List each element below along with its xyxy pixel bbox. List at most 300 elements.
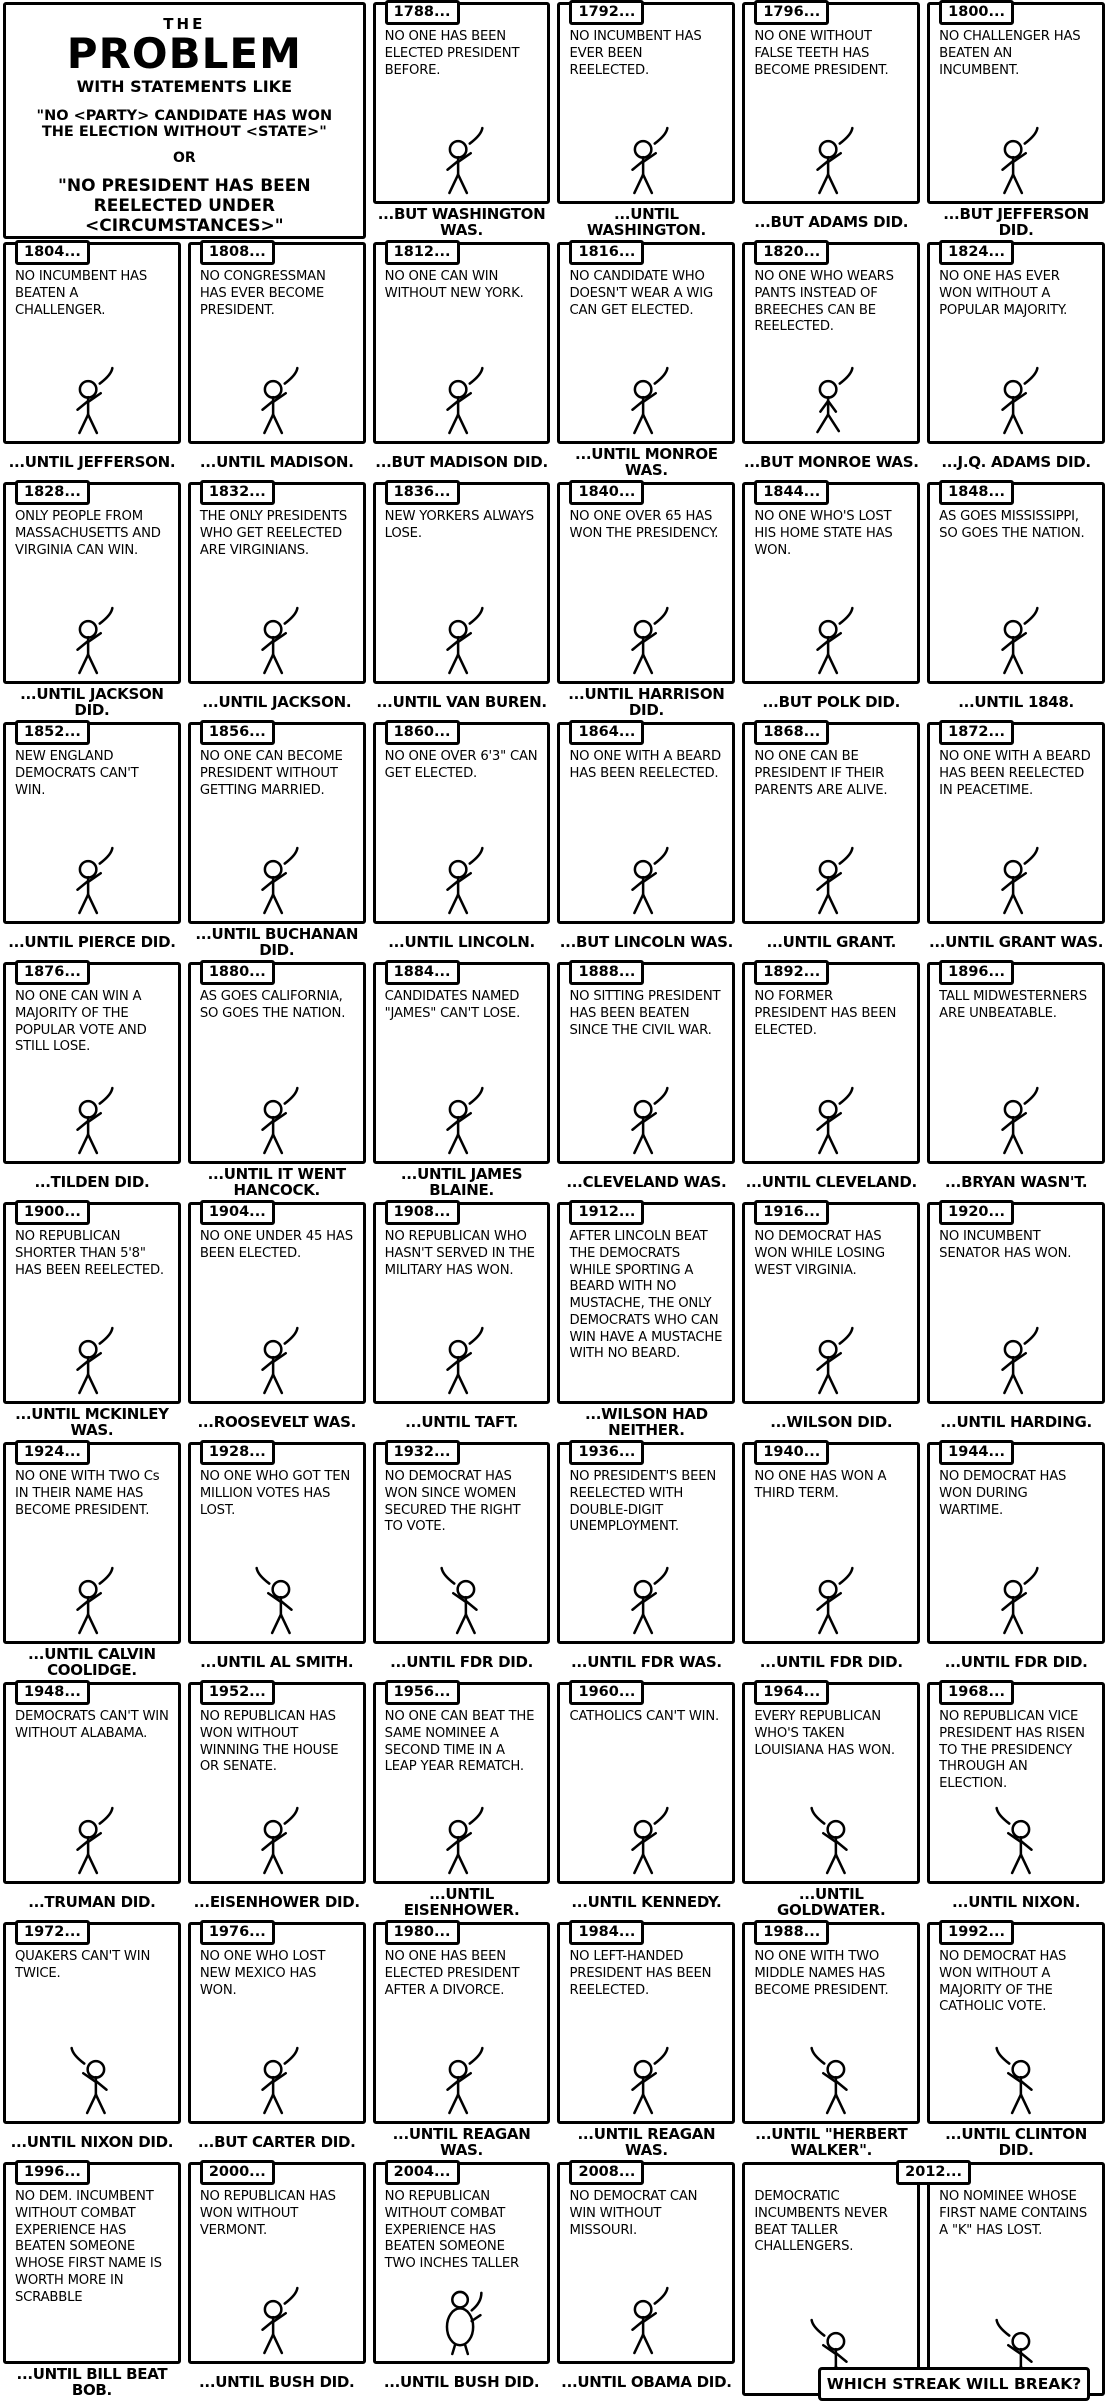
comic-panel [927, 1922, 1105, 2124]
stick-figure-icon [15, 2046, 170, 2116]
comic-panel-cell [905, 2162, 1105, 2402]
comic-panel-cell [373, 242, 551, 482]
panel-caption: ...UNTIL GRANT. [766, 933, 897, 952]
panel-caption: ...UNTIL EISENHOWER. [403, 1885, 520, 1919]
comic-panel [3, 962, 181, 1164]
stick-figure-icon [200, 606, 355, 676]
panel-precedent-text: NO ONE WITH TWO Cs IN THEIR NAME HAS BECOME PRESIDENT. [15, 1469, 160, 1518]
panel-precedent-text: NO CONGRESSMAN HAS EVER BECOME PRESIDENT. [199, 269, 326, 318]
panel-caption: ...UNTIL REAGAN WAS. [392, 2125, 531, 2159]
comic-panel [373, 2162, 551, 2364]
panel-precedent-text: NEW YORKERS ALWAYS LOSE. [384, 509, 534, 541]
panel-year-label: 1880... [200, 960, 275, 985]
comic-panel-cell [373, 1682, 551, 1922]
comic-panel-cell [742, 1442, 920, 1682]
panel-caption: ...ROOSEVELT WAS. [197, 1413, 356, 1432]
panel-precedent-text: NO ONE HAS WON A THIRD TERM. [754, 1469, 887, 1501]
panel-year-label: 1832... [200, 480, 275, 505]
comic-panel-cell [188, 242, 366, 482]
panel-precedent-text: NO DEMOCRAT HAS WON DURING WARTIME. [939, 1469, 1067, 1518]
stick-figure-icon [15, 366, 170, 436]
panel-year-label: 1964... [754, 1680, 829, 1705]
comic-panel-cell [188, 482, 366, 722]
panel-year-label: 1912... [569, 1200, 644, 1225]
panel-year-label: 1924... [15, 1440, 90, 1465]
panel-caption: ...UNTIL BUCHANAN DID. [195, 925, 359, 959]
stick-figure-icon [939, 366, 1094, 436]
panel-caption: ...UNTIL BUSH DID. [199, 2373, 355, 2392]
comic-panel-cell [742, 482, 920, 722]
panel-precedent-text: TALL MIDWESTERNERS ARE UNBEATABLE. [939, 989, 1087, 1021]
title-problem: PROBLEM [66, 29, 302, 78]
panel-caption: ...UNTIL HARRISON DID. [568, 685, 725, 719]
title-subtitle: WITH STATEMENTS LIKE [76, 77, 293, 96]
panel-caption: ...UNTIL CALVIN COOLIDGE. [28, 1645, 156, 1679]
title-panel [3, 2, 366, 239]
panel-precedent-text: AS GOES CALIFORNIA, SO GOES THE NATION. [199, 989, 346, 1021]
panel-year-label: 1988... [754, 1920, 829, 1945]
panel-year-label: 1948... [15, 1680, 90, 1705]
stick-figure-icon [754, 1806, 909, 1876]
panel-caption: ...UNTIL MCKINLEY WAS. [15, 1405, 169, 1439]
title-quote-1: "NO <PARTY> CANDIDATE HAS WON THE ELECTION WITHOUT <STATE>" [36, 108, 333, 140]
panel-caption: ...UNTIL JEFFERSON. [8, 453, 176, 472]
panel-caption: ...UNTIL JAMES BLAINE. [400, 1165, 523, 1199]
stick-figure-icon [754, 606, 909, 676]
comic-panel-cell [557, 1202, 735, 1442]
comic-panel-cell [742, 962, 920, 1202]
panel-year-label: 1788... [385, 0, 460, 25]
comic-panel [742, 962, 920, 1164]
title-or: OR [172, 150, 196, 166]
comic-panel-cell [927, 1682, 1105, 1922]
comic-panel-cell [557, 722, 735, 962]
panel-caption: ...UNTIL REAGAN WAS. [577, 2125, 716, 2159]
panel-year-label: 2012... [896, 2160, 971, 2185]
title-quote-2: "NO PRESIDENT HAS BEEN REELECTED UNDER <CIRCUMSTANCES>" [58, 176, 311, 236]
panel-year-label: 1936... [569, 1440, 644, 1465]
comic-panel-cell [3, 2162, 181, 2402]
stick-figure-icon [939, 2046, 1094, 2116]
stick-figure-icon [754, 2046, 909, 2116]
panel-year-label: 1952... [200, 1680, 275, 1705]
stick-figure-icon [754, 126, 909, 196]
panel-precedent-text: NO ONE HAS BEEN ELECTED PRESIDENT AFTER A DIVORCE. [384, 1949, 520, 1998]
comic-panel-cell [557, 1442, 735, 1682]
panel-precedent-text: NO REPUBLICAN WITHOUT COMBAT EXPERIENCE HAS BEATEN SOMEONE TWO INCHES TALLER [384, 2189, 519, 2272]
panel-year-label: 1860... [385, 720, 460, 745]
stick-figure-icon [569, 2286, 724, 2356]
comic-panel-cell [557, 962, 735, 1202]
panel-precedent-text: NO INCUMBENT SENATOR HAS WON. [939, 1229, 1072, 1261]
comic-panel-cell [373, 962, 551, 1202]
panel-caption: ...BUT LINCOLN WAS. [559, 933, 734, 952]
panel-precedent-text: NO FORMER PRESIDENT HAS BEEN ELECTED. [754, 989, 897, 1038]
panel-caption: ...UNTIL FDR DID. [759, 1653, 903, 1672]
comic-panel [373, 1202, 551, 1404]
panel-caption: ...UNTIL VAN BUREN. [376, 693, 547, 712]
panel-precedent-text: NO ONE HAS BEEN ELECTED PRESIDENT BEFORE. [384, 29, 520, 78]
panel-precedent-text: NO ONE OVER 6'3" CAN GET ELECTED. [384, 749, 538, 781]
stick-figure-icon [939, 126, 1094, 196]
panel-precedent-text: CATHOLICS CAN'T WIN. [569, 1709, 720, 1724]
stick-figure-icon [385, 126, 540, 196]
comic-panel [557, 242, 735, 444]
panel-year-label: 1824... [939, 240, 1014, 265]
comic-panel [3, 722, 181, 924]
panel-caption: ...UNTIL KENNEDY. [571, 1893, 722, 1912]
comic-panel [927, 482, 1105, 684]
comic-panel [3, 1442, 181, 1644]
panel-caption: ...UNTIL WASHINGTON. [586, 205, 706, 239]
comic-panel [188, 962, 366, 1164]
comic-panel-cell [188, 1202, 366, 1442]
panel-year-label: 1972... [15, 1920, 90, 1945]
comic-panel [188, 482, 366, 684]
panel-precedent-text: NO ONE WITH A BEARD HAS BEEN REELECTED. [569, 749, 721, 781]
panel-precedent-text: NO ONE WHO'S LOST HIS HOME STATE HAS WON. [754, 509, 893, 558]
comic-panel-cell [557, 2162, 735, 2402]
panel-year-label: 2004... [385, 2160, 460, 2185]
comic-panel [188, 1682, 366, 1884]
panel-caption: ...UNTIL MONROE WAS. [575, 445, 718, 479]
panel-precedent-text: NO LEFT-HANDED PRESIDENT HAS BEEN REELECTED. [569, 1949, 712, 1998]
stick-figure-icon [569, 366, 724, 436]
stick-figure-icon [754, 1326, 909, 1396]
comic-panel [373, 482, 551, 684]
panel-caption: ...UNTIL CLINTON DID. [945, 2125, 1087, 2159]
stick-figure-icon [15, 1806, 170, 1876]
panel-year-label: 1900... [15, 1200, 90, 1225]
panel-precedent-text: NO ONE OVER 65 HAS WON THE PRESIDENCY. [569, 509, 719, 541]
stick-figure-icon [385, 2046, 540, 2116]
comic-panel [742, 242, 920, 444]
panel-year-label: 1940... [754, 1440, 829, 1465]
panel-year-label: 1872... [939, 720, 1014, 745]
comic-panel-cell [373, 1202, 551, 1442]
stick-figure-icon [200, 1326, 355, 1396]
panel-precedent-text: NO ONE WITH TWO MIDDLE NAMES HAS BECOME PRESIDENT. [754, 1949, 889, 1998]
comic-panel-cell [373, 482, 551, 722]
comic-panel [373, 1922, 551, 2124]
panel-caption: ...UNTIL JACKSON DID. [20, 685, 164, 719]
panel-year-label: 1868... [754, 720, 829, 745]
stick-figure-icon [385, 1806, 540, 1876]
comic-panel [742, 2162, 920, 2396]
comic-panel [742, 1682, 920, 1884]
panel-caption: ...UNTIL HARDING. [940, 1413, 1092, 1432]
comic-panel-cell [927, 242, 1105, 482]
stick-figure-icon [569, 126, 724, 196]
comic-panel [557, 1442, 735, 1644]
panel-caption: ...WILSON HAD NEITHER. [584, 1405, 708, 1439]
comic-panel-cell [373, 2162, 551, 2402]
panel-year-label: 1816... [569, 240, 644, 265]
comic-panel-cell [3, 482, 181, 722]
comic-panel [557, 482, 735, 684]
panel-precedent-text: NO ONE WHO GOT TEN MILLION VOTES HAS LOST. [199, 1469, 351, 1518]
stick-figure-icon [569, 1806, 724, 1876]
panel-precedent-text: NO ONE WITH A BEARD HAS BEEN REELECTED IN PEACETIME. [939, 749, 1091, 798]
panel-year-label: 1976... [200, 1920, 275, 1945]
panel-caption: ...UNTIL GRANT WAS. [928, 933, 1104, 952]
stick-figure-icon [754, 1566, 909, 1636]
comic-panel-cell [927, 1922, 1105, 2162]
stick-figure-icon [569, 1086, 724, 1156]
comic-panel [557, 962, 735, 1164]
comic-panel-cell [373, 1922, 551, 2162]
panel-precedent-text: NO ONE UNDER 45 HAS BEEN ELECTED. [199, 1229, 353, 1261]
panel-precedent-text: NO ONE CAN BECOME PRESIDENT WITHOUT GETTING MARRIED. [199, 749, 343, 798]
comic-panel-cell [188, 1442, 366, 1682]
comic-panel [373, 722, 551, 924]
comic-panel-cell [927, 482, 1105, 722]
comic-panel-cell [742, 1682, 920, 1922]
comic-panel [188, 1922, 366, 2124]
panel-precedent-text: NO ONE CAN WIN A MAJORITY OF THE POPULAR VOTE AND STILL LOSE. [15, 989, 147, 1055]
panel-precedent-text: EVERY REPUBLICAN WHO'S TAKEN LOUISIANA HAS WON. [754, 1709, 895, 1758]
panel-caption: ...WILSON DID. [770, 1413, 893, 1432]
comic-panel [3, 2162, 181, 2364]
comic-panel [905, 2162, 1105, 2396]
panel-caption: ...UNTIL 1848. [958, 693, 1074, 712]
panel-precedent-text: DEMOCRATS CAN'T WIN WITHOUT ALABAMA. [15, 1709, 169, 1741]
panel-year-label: 1800... [939, 0, 1014, 25]
panel-precedent-text: NO ONE HAS EVER WON WITHOUT A POPULAR MAJORITY. [939, 269, 1068, 318]
comic-panel [927, 2, 1105, 204]
stick-figure-icon [200, 2286, 355, 2356]
panel-precedent-text: NO DEM. INCUMBENT WITHOUT COMBAT EXPERIENCE HAS BEATEN SOMEONE WHOSE FIRST NAME IS WORTH MORE IN SCRABBLE [15, 2189, 162, 2305]
comic-panel-cell [188, 1682, 366, 1922]
comic-panel [557, 2162, 735, 2364]
title-the: THE [163, 15, 206, 33]
panel-precedent-text: NO DEMOCRAT HAS WON WHILE LOSING WEST VIRGINIA. [754, 1229, 885, 1278]
panel-caption: ...BRYAN WASN'T. [944, 1173, 1088, 1192]
panel-precedent-text: NO REPUBLICAN HAS WON WITHOUT WINNING THE HOUSE OR SENATE. [199, 1709, 339, 1775]
panel-precedent-text: NO DEMOCRAT HAS WON SINCE WOMEN SECURED THE RIGHT TO VOTE. [384, 1469, 521, 1535]
panel-precedent-text: NO SITTING PRESIDENT HAS BEEN BEATEN SINCE THE CIVIL WAR. [569, 989, 721, 1038]
panel-caption: ...BUT JEFFERSON DID. [943, 205, 1089, 239]
comic-panel-cell [373, 2, 551, 242]
panel-year-label: 1792... [569, 0, 644, 25]
stick-figure-icon [200, 846, 355, 916]
panel-precedent-text: NO REPUBLICAN VICE PRESIDENT HAS RISEN TO THE PRESIDENCY THROUGH AN ELECTION. [939, 1709, 1085, 1792]
panel-year-label: 1916... [754, 1200, 829, 1225]
panel-precedent-text: NO INCUMBENT HAS BEATEN A CHALLENGER. [15, 269, 148, 318]
panel-year-label: 1996... [15, 2160, 90, 2185]
panel-precedent-text: NO DEMOCRAT CAN WIN WITHOUT MISSOURI. [569, 2189, 698, 2238]
comic-panel [373, 1442, 551, 1644]
comic-panel-cell [742, 1202, 920, 1442]
stick-figure-icon [15, 1086, 170, 1156]
stick-figure-icon [15, 1326, 170, 1396]
panel-caption: ...UNTIL BILL BEAT BOB. [16, 2365, 168, 2399]
panel-year-label: 1876... [15, 960, 90, 985]
comic-panel-cell [557, 1922, 735, 2162]
panel-precedent-text: NO CHALLENGER HAS BEATEN AN INCUMBENT. [939, 29, 1081, 78]
panel-caption: ...BUT MADISON DID. [375, 453, 548, 472]
panel-precedent-text: DEMOCRATIC INCUMBENTS NEVER BEAT TALLER CHALLENGERS. [754, 2189, 888, 2255]
comic-panel-cell [742, 1922, 920, 2162]
panel-precedent-text: NO ONE WHO LOST NEW MEXICO HAS WON. [199, 1949, 326, 1998]
comic-panel [188, 2162, 366, 2364]
title-panel-cell [3, 2, 366, 242]
panel-caption: ...UNTIL NIXON. [952, 1893, 1081, 1912]
panel-year-label: 1888... [569, 960, 644, 985]
panel-year-label: 1956... [385, 1680, 460, 1705]
stick-figure-icon [939, 1086, 1094, 1156]
panel-caption: ...BUT CARTER DID. [197, 2133, 356, 2152]
stick-figure-icon [754, 1086, 909, 1156]
panel-caption: ...CLEVELAND WAS. [566, 1173, 727, 1192]
panel-caption: ...UNTIL AL SMITH. [200, 1653, 354, 1672]
panel-year-label: 1836... [385, 480, 460, 505]
panel-caption: ...BUT POLK DID. [762, 693, 901, 712]
stick-figure-icon [754, 366, 909, 436]
comic-panel [3, 1202, 181, 1404]
comic-panel [188, 242, 366, 444]
comic-panel-cell [373, 722, 551, 962]
comic-panel-cell [188, 722, 366, 962]
panel-precedent-text: NO ONE CAN WIN WITHOUT NEW YORK. [384, 269, 524, 301]
panel-precedent-text: NO DEMOCRAT HAS WON WITHOUT A MAJORITY OF THE CATHOLIC VOTE. [939, 1949, 1067, 2015]
comic-panel-cell [742, 2, 920, 242]
panel-precedent-text: NO NOMINEE WHOSE FIRST NAME CONTAINS A "K" HAS LOST. [939, 2189, 1088, 2238]
stick-figure-icon [939, 1326, 1094, 1396]
panel-precedent-text: NEW ENGLAND DEMOCRATS CAN'T WIN. [15, 749, 139, 798]
stick-figure-icon [200, 1566, 355, 1636]
panel-precedent-text: CANDIDATES NAMED "JAMES" CAN'T LOSE. [384, 989, 521, 1021]
panel-caption: ...UNTIL FDR DID. [390, 1653, 534, 1672]
panel-precedent-text: NO REPUBLICAN WHO HASN'T SERVED IN THE MILITARY HAS WON. [384, 1229, 535, 1278]
panel-year-label: 1960... [569, 1680, 644, 1705]
panel-year-label: 1864... [569, 720, 644, 745]
panel-year-label: 1828... [15, 480, 90, 505]
panel-year-label: 1840... [569, 480, 644, 505]
comic-panel-cell [3, 1922, 181, 2162]
panel-year-label: 1812... [385, 240, 460, 265]
panel-year-label: 1808... [200, 240, 275, 265]
stick-figure-icon [385, 846, 540, 916]
panel-year-label: 1980... [385, 1920, 460, 1945]
panel-precedent-text: AS GOES MISSISSIPPI, SO GOES THE NATION. [939, 509, 1085, 541]
panel-caption: ...UNTIL FDR DID. [944, 1653, 1088, 1672]
panel-caption: ...UNTIL IT WENT HANCOCK. [207, 1165, 346, 1199]
stick-figure-icon [200, 1086, 355, 1156]
comic-panel [557, 1202, 735, 1404]
panel-caption: ...EISENHOWER DID. [193, 1893, 360, 1912]
panel-year-label: 1852... [15, 720, 90, 745]
comic-panel [373, 2, 551, 204]
panel-year-label: 1804... [15, 240, 90, 265]
panel-caption: ...UNTIL CLEVELAND. [745, 1173, 917, 1192]
comic-panel-cell [557, 1682, 735, 1922]
panel-year-label: 1848... [939, 480, 1014, 505]
comic-panel [927, 1682, 1105, 1884]
stick-figure-icon [569, 846, 724, 916]
comic-panel [373, 1682, 551, 1884]
stick-figure-icon [15, 606, 170, 676]
comic-panel-cell [927, 1442, 1105, 1682]
panel-precedent-text: NO REPUBLICAN HAS WON WITHOUT VERMONT. [199, 2189, 336, 2238]
panel-year-label: 1896... [939, 960, 1014, 985]
panel-caption: ...TRUMAN DID. [28, 1893, 156, 1912]
comic-panel [742, 1922, 920, 2124]
panel-precedent-text: NO REPUBLICAN SHORTER THAN 5'8" HAS BEEN REELECTED. [15, 1229, 164, 1278]
panel-precedent-text: THE ONLY PRESIDENTS WHO GET REELECTED ARE VIRGINIANS. [199, 509, 348, 558]
panel-precedent-text: ONLY PEOPLE FROM MASSACHUSETTS AND VIRGINIA CAN WIN. [15, 509, 161, 558]
comic-panel-cell [188, 962, 366, 1202]
comic-panel-cell [557, 482, 735, 722]
panel-caption: ...UNTIL OBAMA DID. [561, 2373, 732, 2392]
stick-figure-icon [200, 366, 355, 436]
panel-precedent-text: QUAKERS CAN'T WIN TWICE. [15, 1949, 151, 1981]
stick-figure-icon [939, 1566, 1094, 1636]
panel-year-label: 2000... [200, 2160, 275, 2185]
comic-panel-cell [927, 722, 1105, 962]
comic-panel-cell [373, 1442, 551, 1682]
panel-caption: ...J.Q. ADAMS DID. [941, 453, 1091, 472]
panel-year-label: 1884... [385, 960, 460, 985]
panel-caption: ...BUT WASHINGTON WAS. [377, 205, 546, 239]
comic-panel-cell [557, 2, 735, 242]
panel-precedent-text: NO ONE WHO WEARS PANTS INSTEAD OF BREECHES CAN BE REELECTED. [754, 269, 894, 335]
comic-panel [188, 1442, 366, 1644]
comic-panel [557, 1682, 735, 1884]
panel-caption: ...UNTIL MADISON. [199, 453, 354, 472]
panel-precedent-text: NO ONE CAN BE PRESIDENT IF THEIR PARENTS ARE ALIVE. [754, 749, 888, 798]
stick-figure-icon [939, 846, 1094, 916]
stick-figure-icon [939, 606, 1094, 676]
panel-caption: ...UNTIL BUSH DID. [383, 2373, 540, 2392]
panel-year-label: 1984... [569, 1920, 644, 1945]
panel-year-label: 1944... [939, 1440, 1014, 1465]
stick-figure-icon [200, 2046, 355, 2116]
panel-caption: ...TILDEN DID. [34, 1173, 150, 1192]
stick-figure-icon [939, 1806, 1094, 1876]
comic-panel [3, 1922, 181, 2124]
panel-caption: ...UNTIL NIXON DID. [10, 2133, 174, 2152]
panel-year-label: 1992... [939, 1920, 1014, 1945]
stick-figure-icon [385, 606, 540, 676]
stick-figure-icon [569, 606, 724, 676]
comic-panel [188, 722, 366, 924]
panel-year-label: 1968... [939, 1680, 1014, 1705]
comic-panel-cell [188, 1922, 366, 2162]
comic-panel-cell [3, 242, 181, 482]
comic-panel-cell [742, 242, 920, 482]
stick-figure-icon [569, 2046, 724, 2116]
panel-precedent-text: AFTER LINCOLN BEAT THE DEMOCRATS WHILE SPORTING A BEARD WITH NO MUSTACHE, THE ONLY DEMOCRATS WHO CAN WIN HAVE A MUSTACHE WITH NO BEARD. [569, 1229, 723, 1362]
panel-caption: ...BUT ADAMS DID. [754, 213, 909, 232]
panel-caption: ...UNTIL "HERBERT WALKER". [755, 2125, 908, 2159]
comic-panel-cell [3, 1442, 181, 1682]
comic-panel-cell [927, 1202, 1105, 1442]
panel-year-label: 1920... [939, 1200, 1014, 1225]
panel-year-label: 2008... [569, 2160, 644, 2185]
panel-precedent-text: NO INCUMBENT HAS EVER BEEN REELECTED. [569, 29, 702, 78]
stick-figure-icon [385, 2286, 540, 2356]
panel-year-label: 1796... [754, 0, 829, 25]
final-caption: WHICH STREAK WILL BREAK? [818, 2367, 1090, 2401]
panel-year-label: 1892... [754, 960, 829, 985]
panel-year-label: 1856... [200, 720, 275, 745]
comic-panel [3, 482, 181, 684]
comic-panel [188, 1202, 366, 1404]
stick-figure-icon [200, 1806, 355, 1876]
comic-panel [927, 242, 1105, 444]
stick-figure-icon [15, 846, 170, 916]
